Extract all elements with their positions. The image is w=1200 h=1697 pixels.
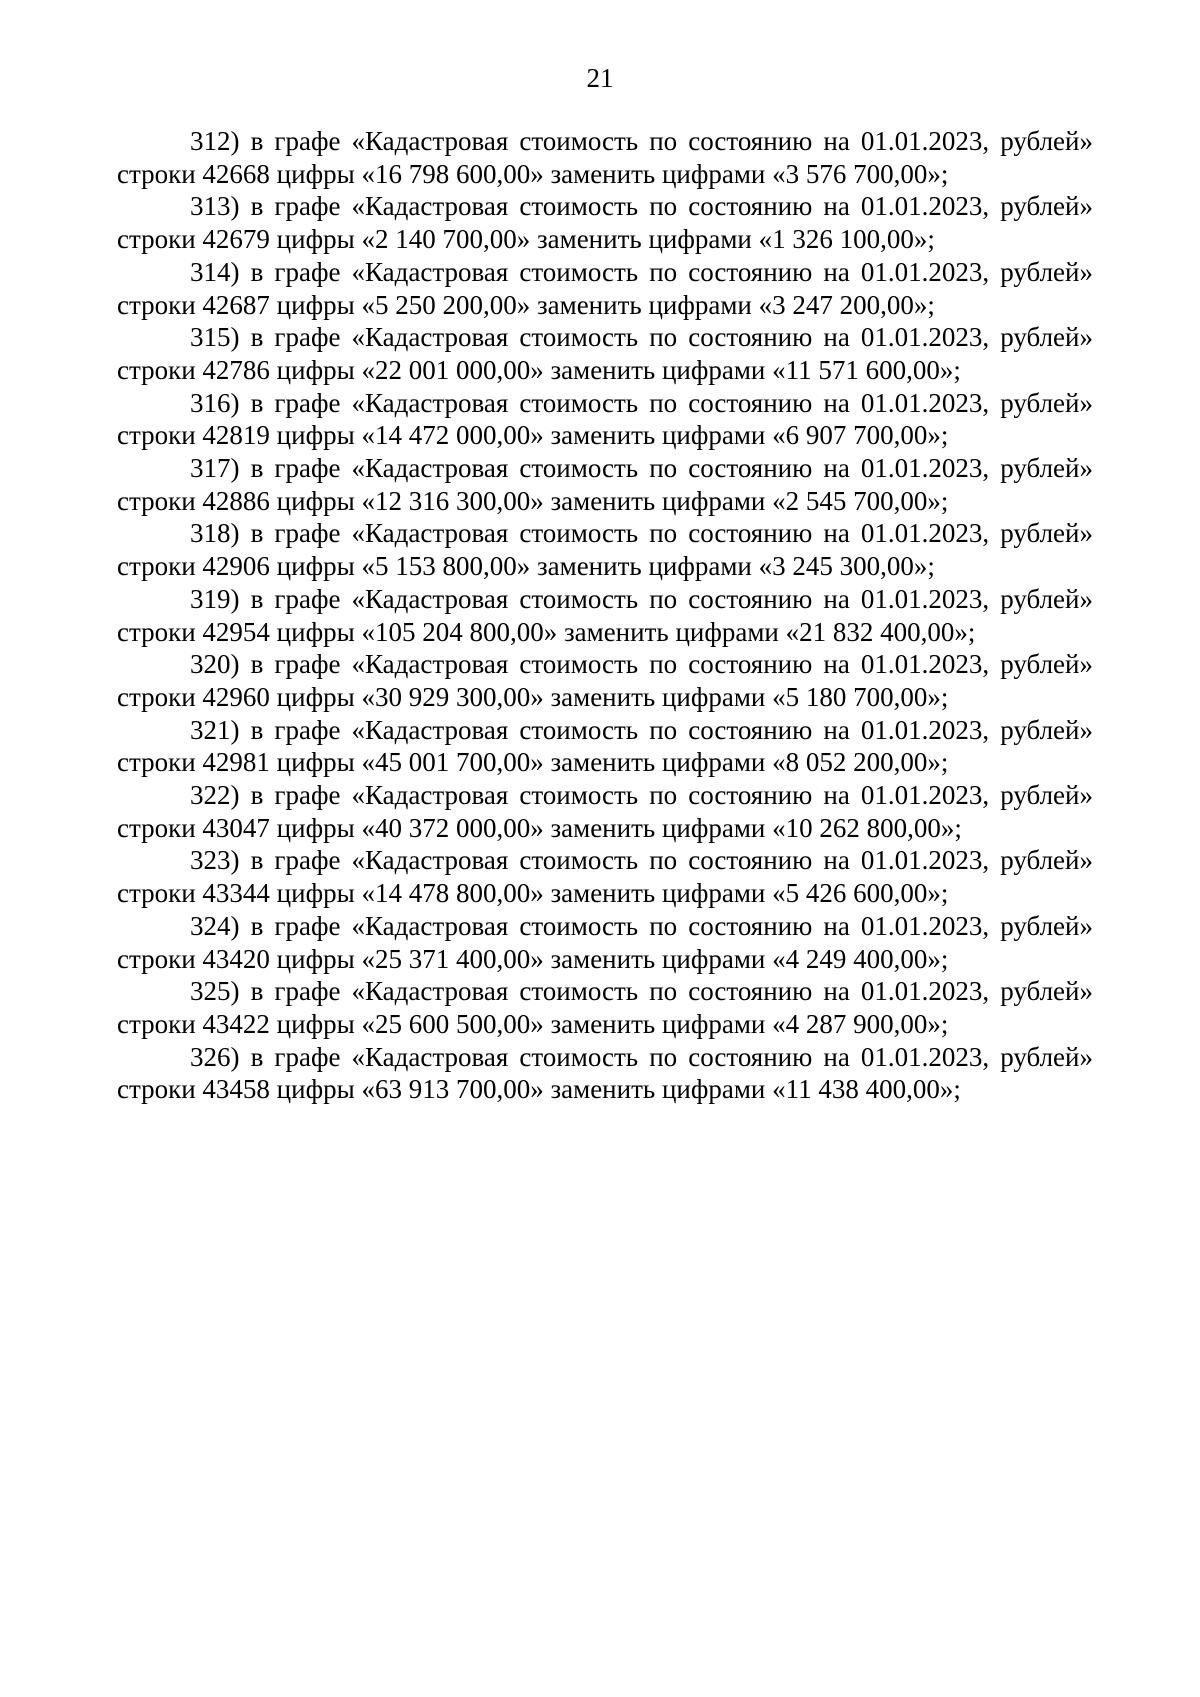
amendment-item-320: 320) в графе «Кадастровая стоимость по состоянию на 01.01.2023, рублей» строки 42960 цифры «30 929 300,00» заменить цифрами «5 180 700,00»; xyxy=(117,649,1093,712)
amendment-item-323: 323) в графе «Кадастровая стоимость по состоянию на 01.01.2023, рублей» строки 43344 цифры «14 478 800,00» заменить цифрами «5 426 600,00»; xyxy=(117,845,1093,909)
amendment-item-314: 314) в графе «Кадастровая стоимость по состоянию на 01.01.2023, рублей» строки 42687 цифры «5 250 200,00» заменить цифрами «3 247 200,00»; xyxy=(117,256,1093,320)
amendment-item-321: 321) в графе «Кадастровая стоимость по состоянию на 01.01.2023, рублей» строки 42981 цифры «45 001 700,00» заменить цифрами «8 052 200,00»; xyxy=(117,714,1093,778)
amendment-item-322: 322) в графе «Кадастровая стоимость по состоянию на 01.01.2023, рублей» строки 43047 цифры «40 372 000,00» заменить цифрами «10 262 800,00»; xyxy=(117,780,1093,843)
amendment-list xyxy=(117,125,1093,1106)
amendment-item-318: 318) в графе «Кадастровая стоимость по состоянию на 01.01.2023, рублей» строки 42906 цифры «5 153 800,00» заменить цифрами «3 245 300,00»; xyxy=(117,518,1093,582)
amendment-item-312: 312) в графе «Кадастровая стоимость по состоянию на 01.01.2023, рублей» строки 42668 цифры «16 798 600,00» заменить цифрами «3 576 700,00»; xyxy=(117,126,1093,189)
amendment-item-325: 325) в графе «Кадастровая стоимость по состоянию на 01.01.2023, рублей» строки 43422 цифры «25 600 500,00» заменить цифрами «4 287 900,00»; xyxy=(117,976,1093,1039)
amendment-item-315: 315) в графе «Кадастровая стоимость по состоянию на 01.01.2023, рублей» строки 42786 цифры «22 001 000,00» заменить цифрами «11 571 600,00»; xyxy=(117,322,1093,385)
amendment-item-317: 317) в графе «Кадастровая стоимость по состоянию на 01.01.2023, рублей» строки 42886 цифры «12 316 300,00» заменить цифрами «2 545 700,00»; xyxy=(117,453,1093,516)
amendment-item-324: 324) в графе «Кадастровая стоимость по состоянию на 01.01.2023, рублей» строки 43420 цифры «25 371 400,00» заменить цифрами «4 249 400,00»; xyxy=(117,910,1093,974)
page-number: 21 xyxy=(586,63,614,93)
amendment-item-319: 319) в графе «Кадастровая стоимость по состоянию на 01.01.2023, рублей» строки 42954 цифры «105 204 800,00» заменить цифрами «21 832 400,00»; xyxy=(117,583,1093,647)
amendment-item-316: 316) в графе «Кадастровая стоимость по состоянию на 01.01.2023, рублей» строки 42819 цифры «14 472 000,00» заменить цифрами «6 907 700,00»; xyxy=(117,387,1093,451)
amendment-item-313: 313) в графе «Кадастровая стоимость по состоянию на 01.01.2023, рублей» строки 42679 цифры «2 140 700,00» заменить цифрами «1 326 100,00»; xyxy=(117,191,1093,255)
amendment-item-326: 326) в графе «Кадастровая стоимость по состоянию на 01.01.2023, рублей» строки 43458 цифры «63 913 700,00» заменить цифрами «11 438 400,00»; xyxy=(117,1041,1093,1105)
